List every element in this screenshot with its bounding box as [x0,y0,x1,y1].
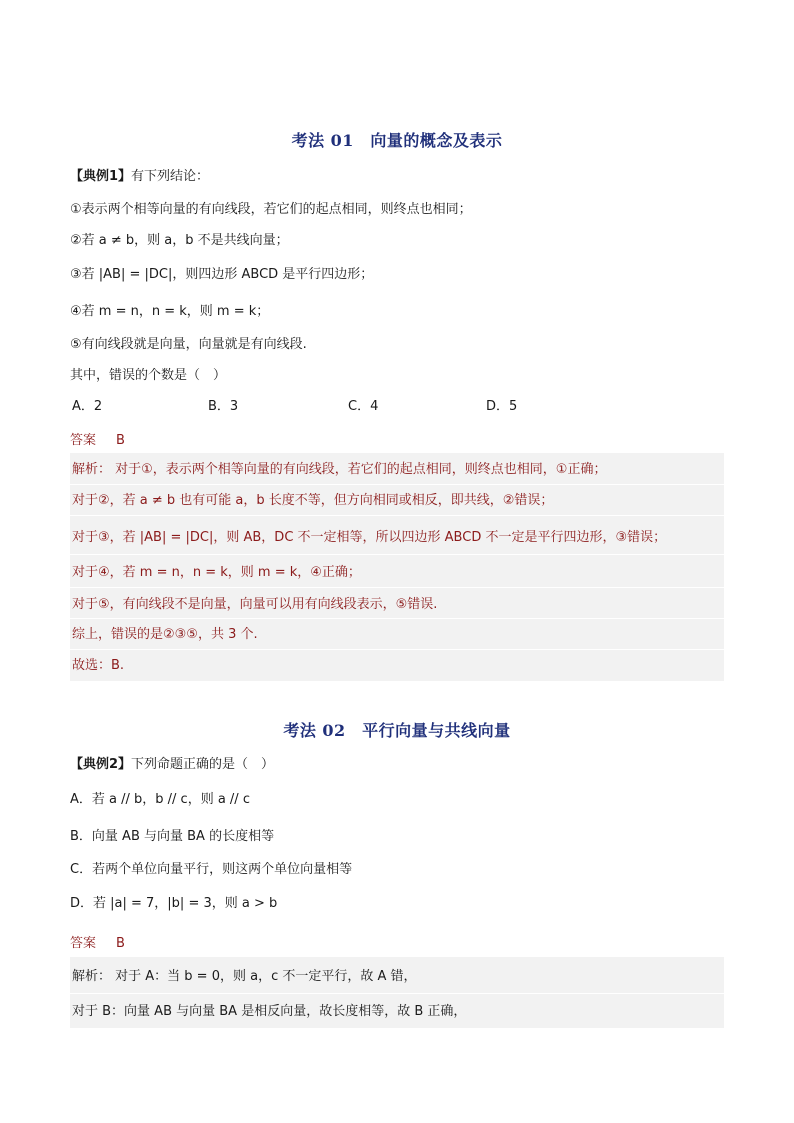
example1-question: 其中，错误的个数是（ ） [70,368,227,383]
example2-option-a: A．若 a // b，b // c，则 a // c [70,792,250,807]
example1-option-d: D．5 [486,399,518,414]
example2-option-b: B．向量 AB 与向量 BA 的长度相等 [70,829,275,844]
example2-stem: 下列命题正确的是（ ） [131,757,275,772]
example2-solution-line-1: 解析： 对于 A：当 b = 0，则 a，c 不一定平行，故 A 错， [72,969,417,984]
solution-divider [70,587,724,588]
example2-option-d: D．若 |a| = 7，|b| = 3，则 a > b [70,896,278,911]
section-title-1: 考法 01 向量的概念及表示 [291,131,503,150]
section-title-2: 考法 02 平行向量与共线向量 [283,721,511,740]
example1-heading [70,168,209,186]
example2-heading [70,756,274,774]
statement-5: ⑤有向线段就是向量，向量就是有向线段. [70,337,307,352]
statement-2: ②若 a ≠ b，则 a，b 不是共线向量； [70,233,289,248]
example1-option-c: C．4 [348,399,379,414]
solution-divider [70,515,724,516]
example1-solution-line-3: 对于③，若 |AB| = |DC|，则 AB，DC 不一定相等，所以四边形 ABCD 不一定是平行四边形，③错误； [72,530,667,545]
statement-4: ④若 m = n，n = k，则 m = k； [70,304,270,319]
example1-answer [70,429,125,448]
example2-answer-value: B [116,936,125,951]
example1-answer-value: B [116,433,125,448]
example2-solution-line-2: 对于 B：向量 AB 与向量 BA 是相反向量，故长度相等，故 B 正确， [72,1004,467,1019]
example1-solution-line-6: 综上，错误的是②③⑤，共 3 个. [72,627,258,642]
example2-tag: 【典例2】 [70,757,132,772]
example1-option-a: A．2 [72,399,103,414]
solution-divider [70,554,724,555]
solution-divider [70,484,724,485]
example2-solution-box [70,957,724,1028]
solution-divider [70,993,724,994]
example1-stem: 有下列结论： [131,169,210,184]
example1-tag: 【典例1】 [70,169,132,184]
example2-answer [70,932,125,951]
solution-divider [70,618,724,619]
example1-solution-line-4: 对于④，若 m = n，n = k，则 m = k，④正确； [72,565,361,580]
solution-divider [70,649,724,650]
example2-option-c: C．若两个单位向量平行，则这两个单位向量相等 [70,862,353,877]
example2-answer-label: 答案 [70,936,97,951]
example1-solution-line-7: 故选：B. [72,658,125,673]
statement-3: ③若 |AB| = |DC|，则四边形 ABCD 是平行四边形； [70,267,374,282]
example1-option-b: B．3 [208,399,239,414]
example1-solution-line-2: 对于②，若 a ≠ b 也有可能 a，b 长度不等，但方向相同或相反，即共线，②错误； [72,493,554,508]
example1-answer-label: 答案 [70,433,97,448]
example1-solution-line-1: 解析： 对于①，表示两个相等向量的有向线段，若它们的起点相同，则终点也相同，①正确； [72,462,607,477]
example1-solution-box [70,453,724,681]
example1-solution-line-5: 对于⑤，有向线段不是向量，向量可以用有向线段表示，⑤错误. [72,597,438,612]
statement-1: ①表示两个相等向量的有向线段，若它们的起点相同，则终点也相同； [70,202,472,217]
